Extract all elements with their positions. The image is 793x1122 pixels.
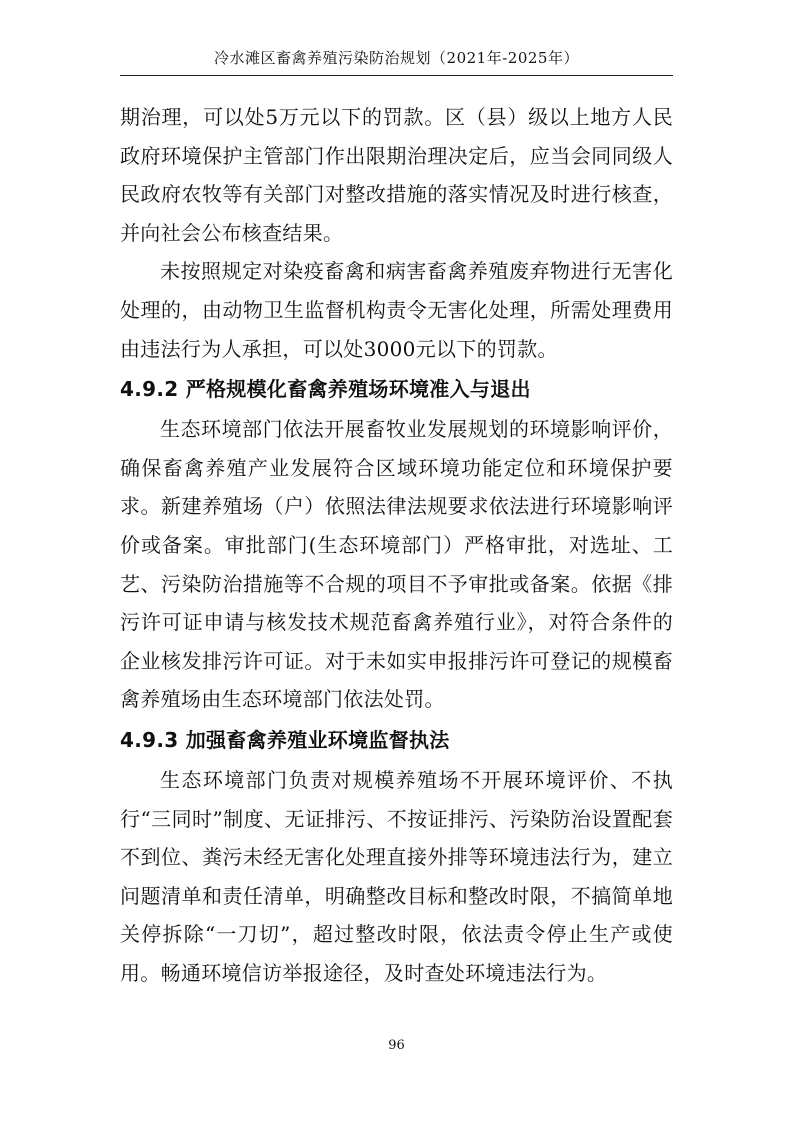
paragraph-continued: 期治理，可以处5万元以下的罚款。区（县）级以上地方人民政府环境保护主管部门作出限期治理决定后，应当会同同级人民政府农牧等有关部门对整改措施的落实情况及时进行核查，并向社会公布核查结果。 <box>120 105 673 245</box>
page-number: 96 <box>388 1038 405 1053</box>
paragraph-environment-access: 生态环境部门依法开展畜牧业发展规划的环境影响评价，确保畜禽养殖产业发展符合区域环境功能定位和环境保护要求。新建养殖场（户）依照法律法规要求依法进行环境影响评价或备案。审批部门(生态环境部门）严格审批，对选址、工艺、污染防治措施等不合规的项目不予审批或备案。依据《排污许可证申请与核发技术规范畜禽养殖行业》，对符合条件的企业核发排污许可证。对于未如实申报排污许可登记的规模畜禽养殖场由生态环境部门依法处罚。 <box>120 417 673 712</box>
paragraph-enforcement: 生态环境部门负责对规模养殖场不开展环境评价、不执行“三同时”制度、无证排污、不按证排污、污染防治设置配套不到位、粪污未经无害化处理直接外排等环境违法行为，建立问题清单和责任清单，明确整改目标和整改时限，不搞简单地关停拆除“一刀切”，超过整改时限，依法责令停止生产或使用。畅通环境信访举报途径，及时查处环境违法行为。 <box>120 767 673 985</box>
page-body <box>120 98 673 992</box>
running-header: 冷水滩区畜禽养殖污染防治规划（2021年-2025年） <box>214 49 579 67</box>
header-divider <box>120 75 673 76</box>
section-heading-4-9-3: 4.9.3 加强畜禽养殖业环境监督执法 <box>120 727 450 752</box>
paragraph-disease-handling: 未按照规定对染疫畜禽和病害畜禽养殖废弃物进行无害化处理的，由动物卫生监督机构责令无害化处理，所需处理费用由违法行为人承担，可以处3000元以下的罚款。 <box>120 259 673 361</box>
section-heading-4-9-2: 4.9.2 严格规模化畜禽养殖场环境准入与退出 <box>120 377 531 402</box>
